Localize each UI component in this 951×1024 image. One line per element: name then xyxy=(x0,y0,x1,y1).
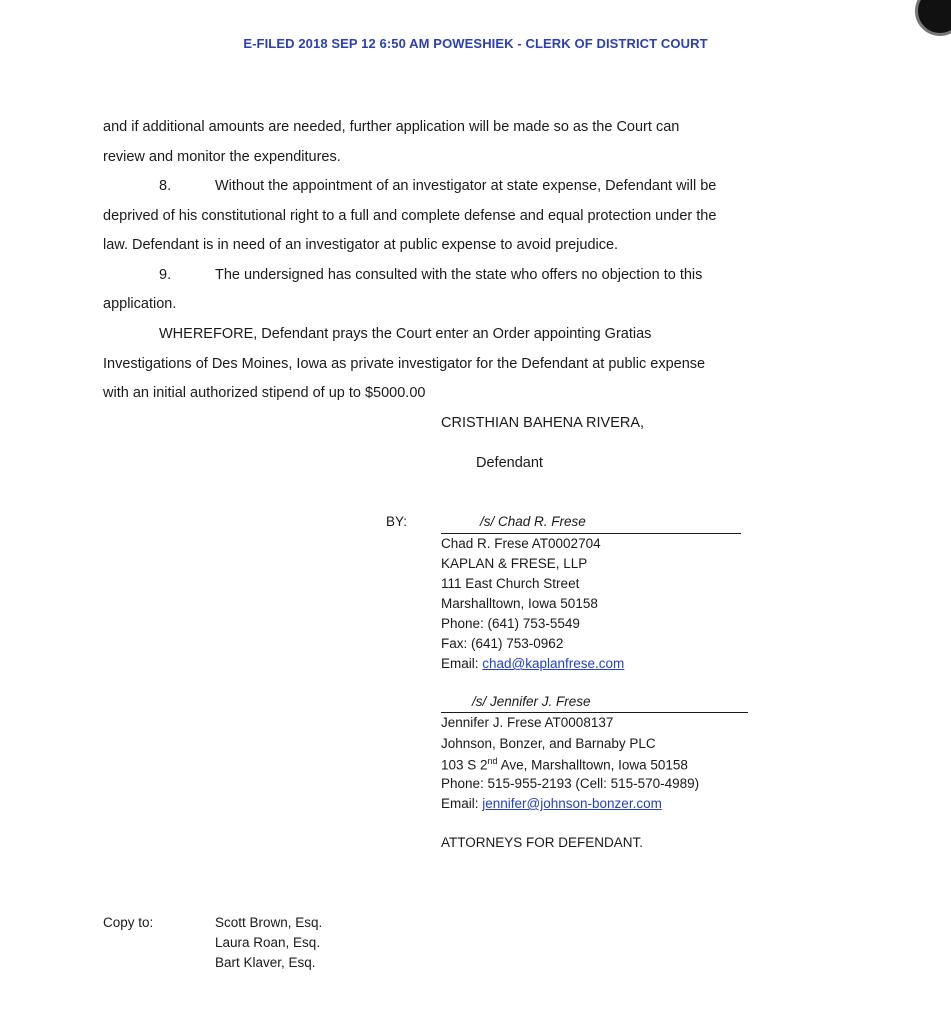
by-label: BY: xyxy=(386,514,408,529)
email-link-chad[interactable]: chad@kaplanfrese.com xyxy=(482,656,625,671)
paragraph-line: and if additional amounts are needed, further application will be made so as the Court can xyxy=(103,119,680,135)
email-label: Email: xyxy=(441,656,483,671)
paragraph-number: 9. xyxy=(159,267,172,283)
attorney-fax: Fax: (641) 753-0962 xyxy=(441,636,564,651)
paragraph-line: The undersigned has consulted with the state who offers no objection to this xyxy=(215,267,703,283)
paragraph-line: Without the appointment of an investigator at state expense, Defendant will be xyxy=(215,178,717,194)
attorney-firm: KAPLAN & FRESE, LLP xyxy=(441,556,588,571)
address-ordinal: nd xyxy=(487,756,498,766)
paragraph-line: application. xyxy=(103,296,177,312)
signature-chad-frese: /s/ Chad R. Frese xyxy=(480,514,586,529)
copy-recipient: Scott Brown, Esq. xyxy=(215,915,323,930)
signature-line xyxy=(441,712,748,713)
attorney-firm: Johnson, Bonzer, and Barnaby PLC xyxy=(441,736,656,751)
attorney-phone: Phone: 515-955-2193 (Cell: 515-570-4989) xyxy=(441,776,700,791)
attorney-address xyxy=(441,756,688,773)
defendant-name: CRISTHIAN BAHENA RIVERA, xyxy=(441,415,645,431)
defendant-role: Defendant xyxy=(476,455,543,471)
copy-recipient: Bart Klaver, Esq. xyxy=(215,955,316,970)
corner-circle-decoration xyxy=(915,0,951,36)
signature-line xyxy=(441,533,741,534)
paragraph-line: law. Defendant is in need of an investigator at public expense to avoid prejudice. xyxy=(103,237,619,253)
attorney-email-row xyxy=(441,656,624,671)
paragraph-number: 8. xyxy=(159,178,172,194)
efiled-stamp: E-FILED 2018 SEP 12 6:50 AM POWESHIEK - CLERK OF DISTRICT COURT xyxy=(243,36,708,51)
paragraph-line: review and monitor the expenditures. xyxy=(103,149,341,165)
signature-jennifer-frese: /s/ Jennifer J. Frese xyxy=(472,694,591,709)
attorney-email-row xyxy=(441,796,662,811)
paragraph-line: Investigations of Des Moines, Iowa as private investigator for the Defendant at public expense xyxy=(103,356,706,372)
address-number: 103 S 2 xyxy=(441,757,488,773)
attorney-phone: Phone: (641) 753-5549 xyxy=(441,616,580,631)
copy-to-label: Copy to: xyxy=(103,915,154,930)
paragraph-line: with an initial authorized stipend of up to $5000.00 xyxy=(103,385,426,401)
address-rest: Ave, Marshalltown, Iowa 50158 xyxy=(497,757,688,773)
paragraph-line: deprived of his constitutional right to a full and complete defense and equal protection under the xyxy=(103,208,717,224)
attorney-street: 111 East Church Street xyxy=(441,576,580,591)
email-link-jennifer[interactable]: jennifer@johnson-bonzer.com xyxy=(482,796,662,811)
paragraph-line: WHEREFORE, Defendant prays the Court enter an Order appointing Gratias xyxy=(159,326,652,342)
email-label: Email: xyxy=(441,796,483,811)
attorneys-for-defendant: ATTORNEYS FOR DEFENDANT. xyxy=(441,835,644,850)
attorney-name: Chad R. Frese AT0002704 xyxy=(441,536,601,551)
copy-recipient: Laura Roan, Esq. xyxy=(215,935,321,950)
attorney-name: Jennifer J. Frese AT0008137 xyxy=(441,715,614,730)
attorney-city: Marshalltown, Iowa 50158 xyxy=(441,596,598,611)
